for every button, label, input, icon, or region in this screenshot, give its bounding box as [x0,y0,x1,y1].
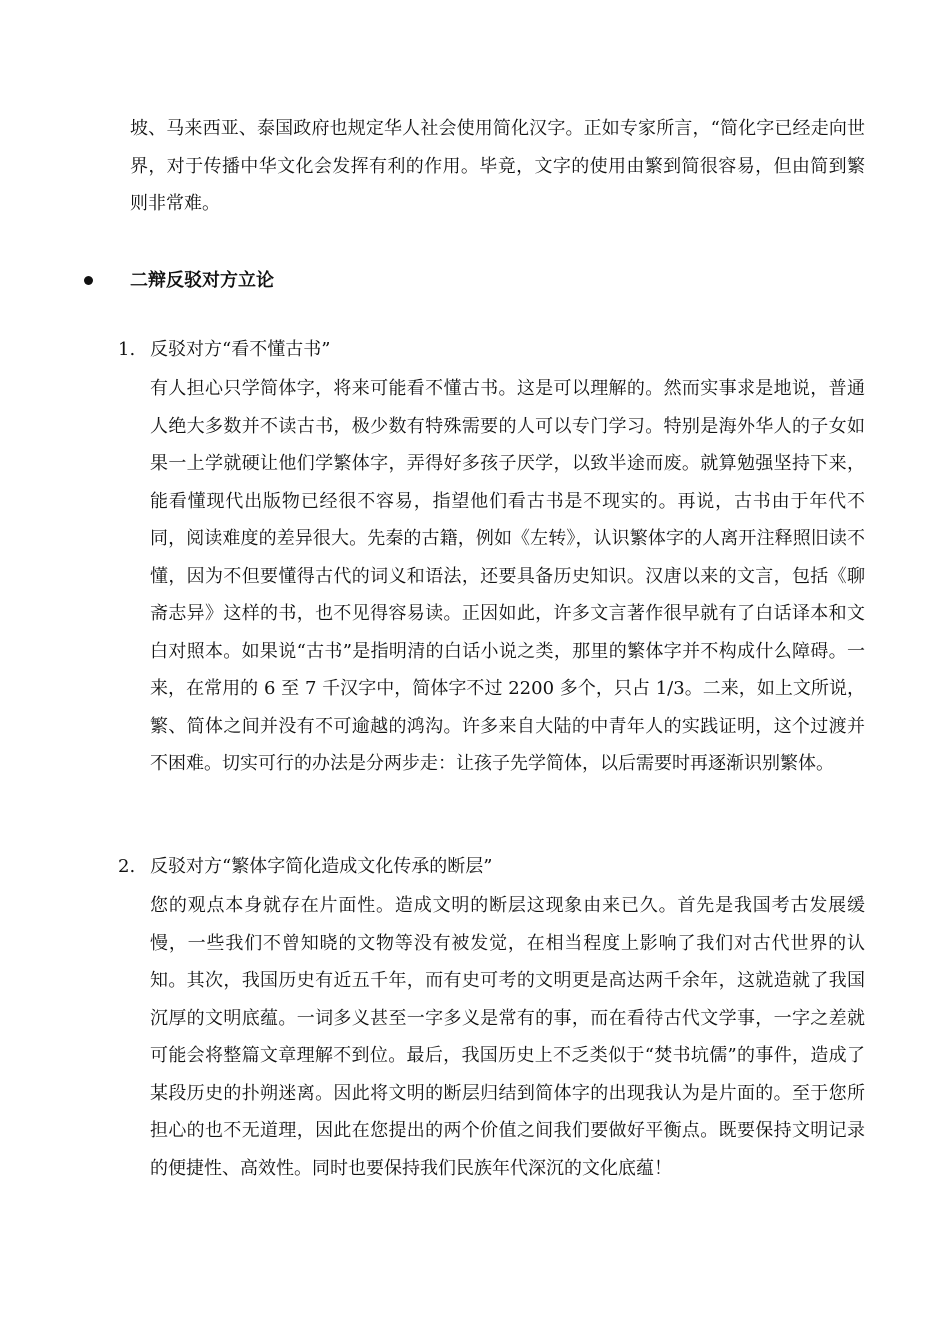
list-item-title: 反驳对方“看不懂古书” [150,339,331,360]
list-item-heading [118,848,492,885]
list-item-heading [118,331,330,368]
section-heading-text: 二辩反驳对方立论 [130,270,274,291]
list-item-number: 2. [118,856,136,877]
section-heading [84,262,864,299]
list-item-body: 您的观点本身就存在片面性。造成文明的断层这现象由来已久。首先是我国考古发展缓慢，一些我们不曾知晓的文物等没有被发觉，在相当程度上影响了我们对古代世界的认知。其次，我国历史有近五千年，而有史可考的文明更是高达两千余年，这就造就了我国沉厚的文明底蕴。一词多义甚至一字多义是常有的事，而在看待古代文学事，一字之差就可能会将整篇文章理解不到位。最后，我国历史上不乏类似于“焚书坑儒”的事件，造成了某段历史的扑朔迷离。因此将文明的断层归结到简体字的出现我认为是片面的。至于您所担心的也不无道理，因此在您提出的两个价值之间我们要做好平衡点。既要保持文明记录的便捷性、高效性。同时也要保持我们民族年代深沉的文化底蕴！ [150,895,865,1179]
list-item-title: 反驳对方“繁体字简化造成文化传承的断层” [150,856,493,877]
list-item-body: 有人担心只学简体字，将来可能看不懂古书。这是可以理解的。然而实事求是地说，普通人绝大多数并不读古书，极少数有特殊需要的人可以专门学习。特别是海外华人的子女如果一上学就硬让他们学繁体字，弄得好多孩子厌学，以致半途而废。就算勉强坚持下来，能看懂现代出版物已经很不容易，指望他们看古书是不现实的。再说，古书由于年代不同，阅读难度的差异很大。先秦的古籍，例如《左转》，认识繁体字的人离开注释照旧读不懂，因为不但要懂得古代的词义和语法，还要具备历史知识。汉唐以来的文言，包括《聊斋志异》这样的书，也不见得容易读。正因如此，许多文言著作很早就有了白话译本和文白对照本。如果说“古书”是指明清的白话小说之类，那里的繁体字并不构成什么障碍。一来，在常用的 6 至 7 千汉字中，简体字不过 2200 多个，只占 1/3。二来，如上文所说，繁、简体之间并没有不可逾越的鸿沟。许多来自大陆的中青年人的实践证明，这个过渡并不困难。切实可行的办法是分两步走：让孩子先学简体，以后需要时再逐渐识别繁体。 [150,378,865,774]
intro-paragraph: 坡、马来西亚、泰国政府也规定华人社会使用简化汉字。正如专家所言，“简化字已经走向世界，对于传播中华文化会发挥有利的作用。毕竟，文字的使用由繁到简很容易，但由简到繁则非常难。 [130,118,865,214]
bullet-icon [84,276,93,285]
list-item-number: 1. [118,339,136,360]
